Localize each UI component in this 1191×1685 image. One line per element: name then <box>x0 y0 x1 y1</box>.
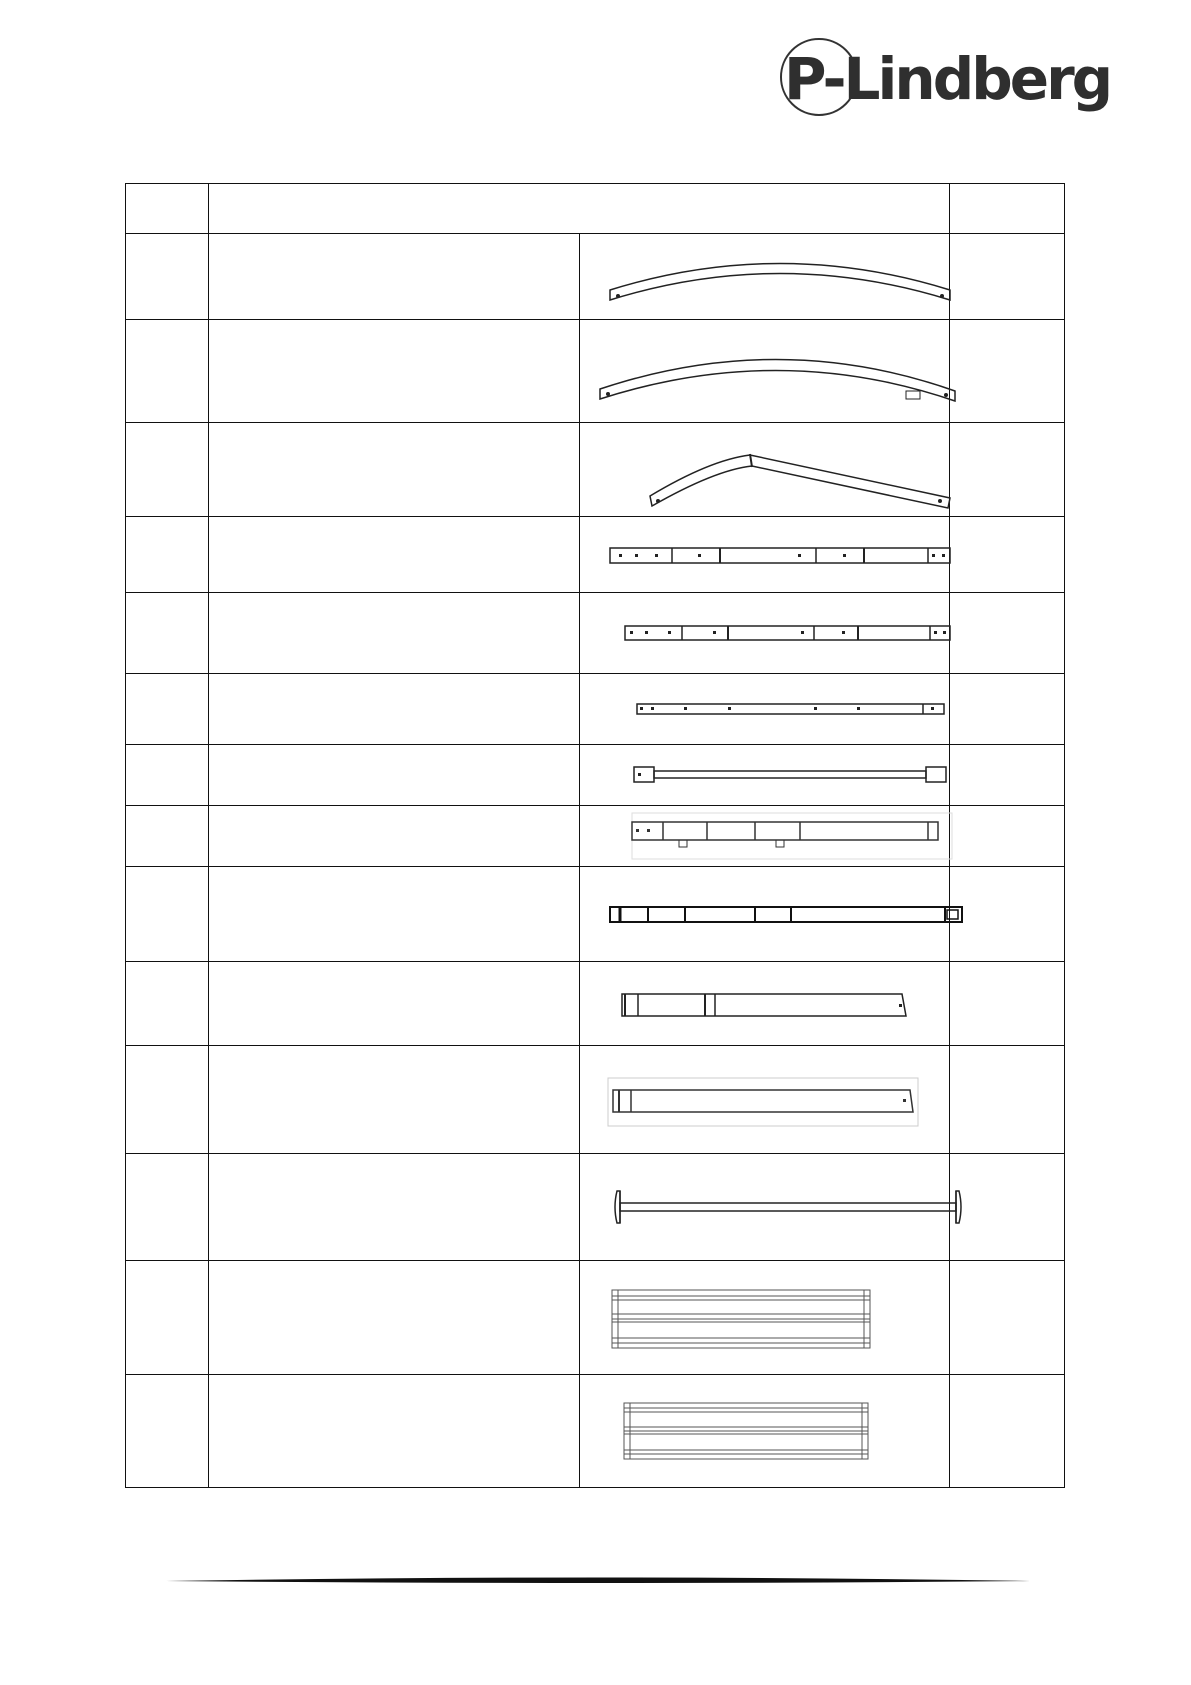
part-drawing-cell <box>579 517 950 593</box>
part-quantity-cell <box>950 1154 1065 1261</box>
part-drawing-cell <box>579 234 950 320</box>
part-description-cell <box>209 745 580 806</box>
part-drawing-cell <box>579 745 950 806</box>
angled-bar-drawing <box>580 430 980 510</box>
part-quantity-cell <box>950 593 1065 674</box>
part-drawing-cell <box>579 806 950 867</box>
short-beam-drawing <box>580 986 980 1022</box>
part-number-cell <box>126 1154 209 1261</box>
part-description-cell <box>209 1046 580 1154</box>
part-drawing-cell <box>579 867 950 962</box>
part-description-cell <box>209 423 580 517</box>
table-row <box>126 962 1065 1046</box>
part-drawing-cell <box>579 962 950 1046</box>
part-number-cell <box>126 593 209 674</box>
part-description-cell <box>209 593 580 674</box>
part-quantity-cell <box>950 674 1065 745</box>
part-number-cell <box>126 745 209 806</box>
part-number-cell <box>126 234 209 320</box>
part-number-cell <box>126 1261 209 1375</box>
part-number-cell <box>126 674 209 745</box>
part-quantity-cell <box>950 423 1065 517</box>
part-quantity-cell <box>950 867 1065 962</box>
table-row <box>126 806 1065 867</box>
double-rail-frame-drawing <box>580 1286 980 1350</box>
part-description-cell <box>209 962 580 1046</box>
rod-drawing <box>580 761 980 789</box>
table-row <box>126 745 1065 806</box>
footer-divider <box>166 1572 1030 1588</box>
part-number-cell <box>126 1046 209 1154</box>
slim-tube-drawing <box>580 697 980 721</box>
part-description-cell <box>209 517 580 593</box>
part-drawing-cell <box>579 674 950 745</box>
part-description-cell <box>209 234 580 320</box>
part-quantity-cell <box>950 806 1065 867</box>
part-drawing-cell <box>579 593 950 674</box>
short-beam-drawing <box>580 1070 980 1130</box>
tube-drawing <box>580 540 980 570</box>
part-quantity-cell <box>950 320 1065 423</box>
table-row <box>126 674 1065 745</box>
header-quantity-cell <box>950 184 1065 234</box>
part-quantity-cell <box>950 1261 1065 1375</box>
part-drawing-cell <box>579 1261 950 1375</box>
table-row <box>126 1154 1065 1261</box>
part-quantity-cell <box>950 1375 1065 1488</box>
curved-bar-drawing <box>580 242 980 312</box>
table-row <box>126 593 1065 674</box>
header-description-cell <box>209 184 950 234</box>
part-quantity-cell <box>950 517 1065 593</box>
part-quantity-cell <box>950 745 1065 806</box>
part-description-cell <box>209 1154 580 1261</box>
brand-logo <box>780 38 1111 122</box>
part-number-cell <box>126 320 209 423</box>
table-row <box>126 1261 1065 1375</box>
table-row <box>126 1375 1065 1488</box>
part-drawing-cell <box>579 423 950 517</box>
parts-list-table <box>125 183 1065 1488</box>
part-description-cell <box>209 1261 580 1375</box>
curved-bar-drawing <box>580 331 980 411</box>
part-number-cell <box>126 423 209 517</box>
part-quantity-cell <box>950 962 1065 1046</box>
tube-drawing <box>580 618 980 648</box>
table-row <box>126 234 1065 320</box>
table-row <box>126 867 1065 962</box>
part-quantity-cell <box>950 1046 1065 1154</box>
rod-with-round-ends-drawing <box>580 1185 980 1229</box>
part-drawing-cell <box>579 1154 950 1261</box>
table-header-row <box>126 184 1065 234</box>
part-drawing-cell <box>579 1046 950 1154</box>
part-description-cell <box>209 674 580 745</box>
table-row <box>126 320 1065 423</box>
segmented-tube-drawing <box>580 899 980 929</box>
part-number-cell <box>126 1375 209 1488</box>
header-number-cell <box>126 184 209 234</box>
part-number-cell <box>126 962 209 1046</box>
double-rail-frame-drawing <box>580 1399 980 1463</box>
part-description-cell <box>209 320 580 423</box>
part-description-cell <box>209 806 580 867</box>
part-quantity-cell <box>950 234 1065 320</box>
part-drawing-cell <box>579 1375 950 1488</box>
table-row <box>126 1046 1065 1154</box>
part-drawing-cell <box>579 320 950 423</box>
logo-text: P-Lindberg <box>784 45 1111 113</box>
table-row <box>126 517 1065 593</box>
tube-with-tabs-drawing <box>580 810 980 862</box>
part-description-cell <box>209 1375 580 1488</box>
part-description-cell <box>209 867 580 962</box>
part-number-cell <box>126 806 209 867</box>
table-row <box>126 423 1065 517</box>
part-number-cell <box>126 867 209 962</box>
part-number-cell <box>126 517 209 593</box>
